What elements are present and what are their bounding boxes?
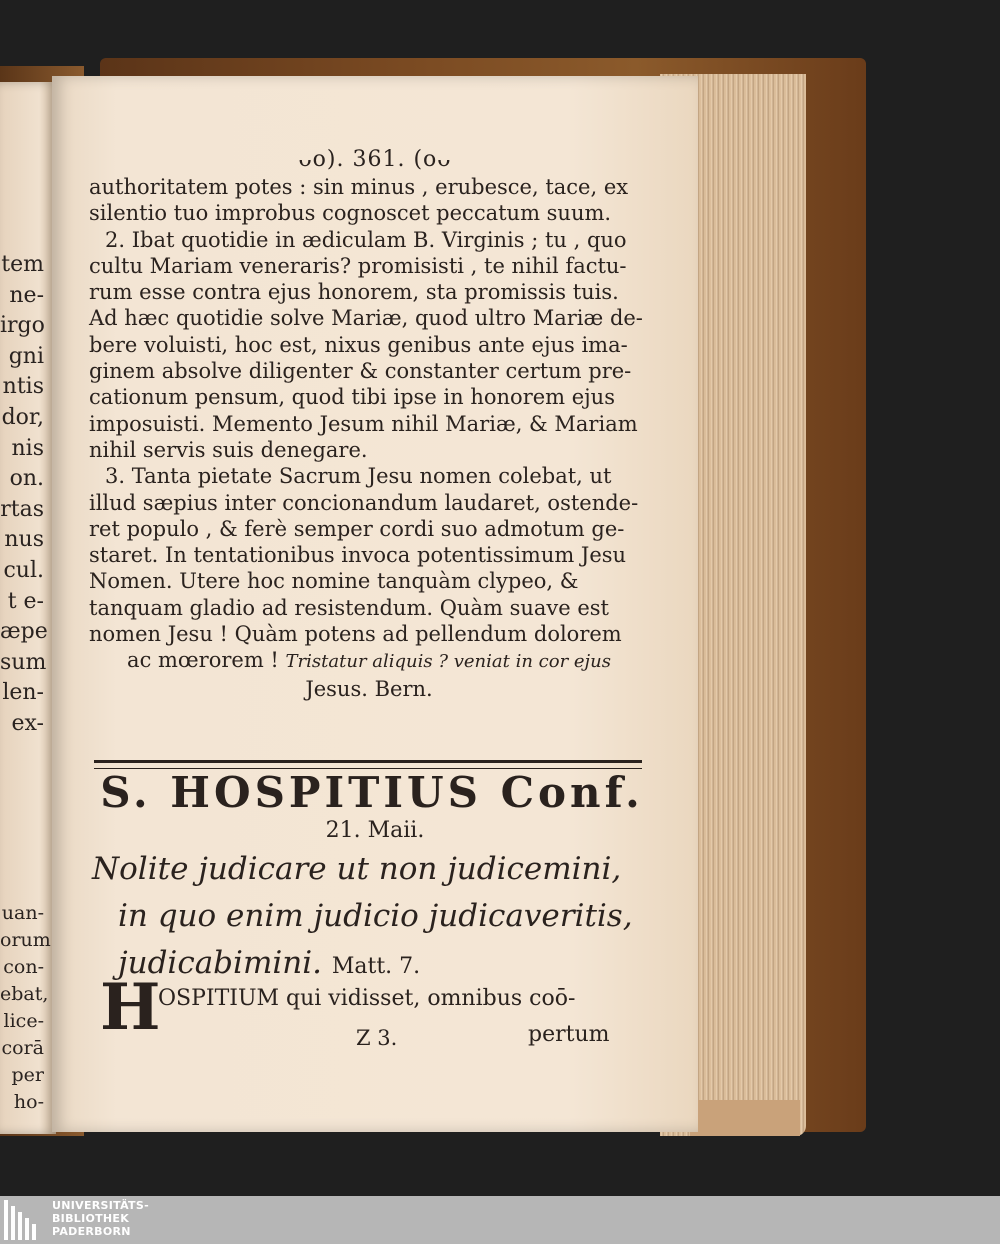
left-page-fragment: len- [2, 680, 44, 706]
text-line: 2. Ibat quotidie in ædiculam B. Virginis ; tu , quo [105, 227, 627, 252]
left-page [0, 82, 56, 1134]
text-line: OSPITIUM qui vidisset, omnibus coō- [158, 986, 576, 1011]
quote-start: ac mœrorem ! [127, 648, 279, 673]
text-line: cationum pensum, quod tibi ipse in honorem ejus [89, 385, 615, 410]
left-page-fragment: tem [1, 252, 44, 277]
left-page-fragment: gni [8, 343, 44, 369]
library-name-line: UNIVERSITÄTS- [52, 1199, 149, 1212]
left-page-fragment: nis [11, 435, 44, 461]
text-line: staret. In tentationibus invoca potentissimum Jesu [89, 543, 627, 568]
library-name [52, 1199, 149, 1238]
left-page-fragment: sum [0, 649, 47, 675]
left-page-fragment: on. [9, 466, 44, 492]
feast-date: 21. Maii. [325, 818, 425, 843]
left-page-fragment: uan- [1, 902, 44, 924]
text-line: 3. Tanta pietate Sacrum Jesu nomen colebat, ut [105, 464, 612, 489]
left-page-fragment: per [11, 1064, 44, 1086]
motto-line [92, 940, 672, 990]
motto-line: in quo enim judicio judicaveritis, [118, 898, 633, 934]
left-page-fragment: corā [1, 1037, 44, 1059]
text-line: nomen Jesu ! Quàm potens ad pellendum dolorem [89, 622, 622, 647]
left-page-fragment: rtas [0, 496, 44, 522]
motto-line: Nolite judicare ut non judicemini, [92, 851, 622, 887]
left-page-fragment: æpe [0, 619, 48, 645]
left-page-fragment: ex- [11, 710, 44, 736]
body-text [89, 174, 649, 702]
left-page-fragment: ebat, [0, 983, 49, 1005]
left-page-fragment: ho- [13, 1091, 44, 1113]
left-page-fragment: cul. [3, 557, 44, 583]
catchword: pertum [528, 1022, 610, 1047]
motto-line-text: judicabimini. [118, 945, 322, 981]
left-page-upper-text [0, 250, 48, 740]
signature-mark: Z 3. [356, 1026, 398, 1050]
left-page-fragment: orum [0, 929, 51, 951]
text-line: ret populo , & ferè semper cordi suo admotum ge- [89, 516, 625, 541]
text-line: imposuisti. Memento Jesum nihil Mariæ, & Mariam [89, 411, 638, 436]
text-line: cultu Mariam veneraris? promisisti , te nihil factu- [89, 253, 627, 278]
quote-line [89, 647, 649, 675]
text-line: Ad hæc quotidie solve Mariæ, quod ultro Mariæ de- [89, 306, 643, 331]
library-name-line: PADERBORN [52, 1225, 131, 1238]
left-page-fragment: irgo [0, 313, 45, 339]
text-line: illud sæpius inter concionandum laudaret, ostende- [89, 490, 639, 515]
text-line: tanquam gladio ad resistendum. Quàm suave est [89, 595, 609, 620]
left-page-fragment: nus [4, 527, 44, 553]
text-line: rum esse contra ejus honorem, sta promissis tuis. [89, 280, 619, 305]
text-line: ginem absolve diligenter & constanter certum pre- [89, 359, 632, 384]
library-name-line: BIBLIOTHEK [52, 1212, 130, 1225]
motto-reference: Matt. 7. [331, 954, 421, 979]
text-line: nihil servis suis denegare. [89, 437, 368, 462]
library-logo-icon [4, 1200, 44, 1240]
motto [92, 846, 672, 990]
left-page-fragment: ntis [2, 374, 44, 400]
footer-bar [0, 1196, 1000, 1244]
left-page-fragment: t e- [7, 588, 44, 614]
page-header: ᴗo). 361. (oᴗ [298, 147, 452, 172]
quote-attribution: Jesus. Bern. [305, 676, 433, 701]
left-page-fragment: con- [3, 956, 44, 978]
quote-italic: Tristatur aliquis ? veniat in cor ejus [285, 651, 611, 673]
text-line: silentio tuo improbus cognoscet peccatum suum. [89, 201, 612, 226]
left-page-lower-text [0, 900, 51, 1116]
drop-cap: H [100, 970, 161, 1045]
left-page-fragment: lice- [3, 1010, 44, 1032]
text-line: bere voluisti, hoc est, nixus genibus ante ejus ima- [89, 332, 628, 357]
page-block-bottom [690, 1100, 800, 1136]
left-page-fragment: ne- [9, 282, 44, 308]
text-line: Nomen. Utere hoc nomine tanquàm clypeo, & [89, 569, 579, 594]
right-page [52, 76, 698, 1132]
left-page-fragment: dor, [1, 404, 44, 430]
text-line: authoritatem potes : sin minus , erubesce, tace, ex [89, 175, 629, 199]
section-title: S. HOSPITIUS Conf. [100, 768, 644, 817]
